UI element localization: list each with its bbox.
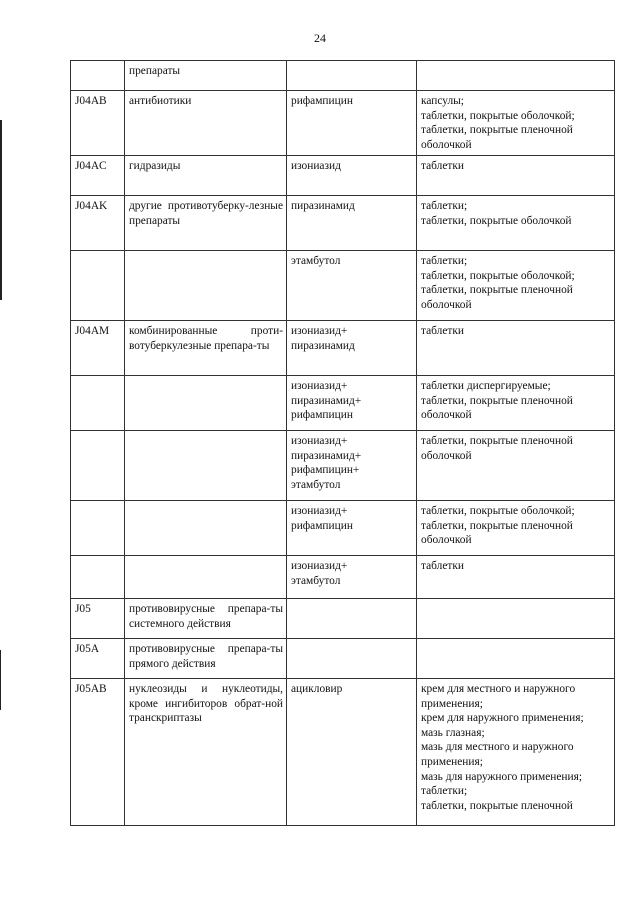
pharmacological-group-cell: препараты — [125, 61, 287, 91]
pharmacological-group-cell: комбинированные проти-вотуберкулезные препара-ты — [125, 321, 287, 376]
table-row — [71, 679, 615, 826]
dosage-form-cell — [417, 679, 615, 826]
dosage-form-line: мазь для наружного применения; — [421, 770, 583, 783]
drug-name-cell — [287, 599, 417, 639]
drug-name-line: изониазид+ — [291, 380, 348, 392]
atc-code-cell: J04AC — [71, 156, 125, 196]
drug-name-cell — [287, 321, 417, 376]
scan-edge-mark — [0, 650, 1, 710]
drug-name-line: пиразинамид+ — [291, 449, 362, 462]
dosage-form-line: таблетки; — [421, 785, 468, 798]
table-row — [71, 156, 615, 196]
drug-name-cell — [287, 679, 417, 826]
pharmacological-group-cell — [125, 431, 287, 501]
drug-name-line: этамбутол — [291, 255, 341, 267]
dosage-form-line: таблетки, покрытые оболочкой; — [421, 269, 575, 282]
drug-name-cell — [287, 639, 417, 679]
dosage-form-cell — [417, 196, 615, 251]
dosage-form-cell — [417, 156, 615, 196]
atc-code-cell — [71, 501, 125, 556]
dosage-form-line: таблетки, покрытые пленочной — [421, 284, 573, 297]
table-row — [71, 196, 615, 251]
dosage-form-line: мазь глазная; — [421, 726, 485, 739]
dosage-form-cell — [417, 599, 615, 639]
drug-name-line: изониазид+ — [291, 560, 348, 572]
atc-code-cell: J04AM — [71, 321, 125, 376]
dosage-form-cell — [417, 321, 615, 376]
dosage-form-cell — [417, 639, 615, 679]
drug-name-line: пиразинамид+ — [291, 394, 362, 407]
dosage-form-line: применения; — [421, 755, 483, 768]
pharmacological-group-cell: другие противотуберку-лезные препараты — [125, 196, 287, 251]
pharmacological-group-cell: нуклеозиды и нуклеотиды, кроме ингибиторов обрат-ной транскриптазы — [125, 679, 287, 826]
drug-name-line: рифампицин — [291, 519, 353, 532]
dosage-form-cell — [417, 251, 615, 321]
drug-name-line: изониазид+ — [291, 325, 348, 337]
drug-name-cell — [287, 251, 417, 321]
scan-edge-mark — [0, 120, 2, 300]
drug-name-line: изониазид+ — [291, 435, 348, 447]
atc-code-cell: J05AB — [71, 679, 125, 826]
dosage-form-cell — [417, 376, 615, 431]
dosage-form-line: таблетки; — [421, 255, 468, 267]
drug-name-cell — [287, 156, 417, 196]
table-row — [71, 599, 615, 639]
dosage-form-line: таблетки диспергируемые; — [421, 380, 551, 392]
dosage-form-line: таблетки — [421, 560, 465, 572]
dosage-form-line: оболочкой — [421, 138, 472, 151]
table-row — [71, 431, 615, 501]
dosage-form-line: оболочкой — [421, 449, 472, 462]
drug-name-line: этамбутол — [291, 478, 341, 491]
atc-code-cell — [71, 61, 125, 91]
drug-name-cell — [287, 61, 417, 91]
table-row — [71, 556, 615, 599]
dosage-form-line: таблетки, покрытые оболочкой; — [421, 505, 575, 517]
dosage-form-line: капсулы; — [421, 95, 464, 107]
atc-code-cell — [71, 376, 125, 431]
atc-code-cell — [71, 431, 125, 501]
drug-name-cell — [287, 431, 417, 501]
dosage-form-cell — [417, 556, 615, 599]
pharmacological-group-cell — [125, 376, 287, 431]
dosage-form-line: мазь для местного и наружного — [421, 741, 574, 754]
drug-name-line: рифампицин — [291, 409, 353, 422]
drug-name-cell — [287, 501, 417, 556]
dosage-form-line: оболочкой — [421, 534, 472, 547]
dosage-form-line: таблетки, покрытые оболочкой; — [421, 109, 575, 122]
atc-code-cell: J05A — [71, 639, 125, 679]
dosage-form-line: таблетки; — [421, 200, 468, 212]
table-row — [71, 91, 615, 156]
pharmacological-group-cell: гидразиды — [125, 156, 287, 196]
dosage-form-line: таблетки, покрытые пленочной — [421, 435, 573, 447]
dosage-form-line: таблетки, покрытые пленочной — [421, 124, 573, 137]
dosage-form-line: оболочкой — [421, 409, 472, 422]
dosage-form-line: таблетки, покрытые оболочкой — [421, 214, 572, 227]
atc-code-cell: J04AK — [71, 196, 125, 251]
atc-code-cell: J05 — [71, 599, 125, 639]
pharmacological-group-cell — [125, 501, 287, 556]
dosage-form-cell — [417, 431, 615, 501]
dosage-form-cell — [417, 501, 615, 556]
table-row — [71, 61, 615, 91]
pharmacological-group-cell: противовирусные препара-ты системного действия — [125, 599, 287, 639]
dosage-form-line: таблетки, покрытые пленочной — [421, 799, 573, 812]
drug-name-line: пиразинамид — [291, 339, 355, 352]
drug-name-line: рифампицин — [291, 95, 353, 107]
dosage-form-line: оболочкой — [421, 298, 472, 311]
dosage-form-line: таблетки, покрытые пленочной — [421, 394, 573, 407]
table-row — [71, 376, 615, 431]
dosage-form-line: таблетки — [421, 325, 465, 337]
pharmacological-group-cell: антибиотики — [125, 91, 287, 156]
pharmacological-group-cell: противовирусные препара-ты прямого действия — [125, 639, 287, 679]
drug-name-cell — [287, 196, 417, 251]
dosage-form-line: крем для местного и наружного — [421, 683, 576, 695]
pharmacological-group-cell — [125, 556, 287, 599]
table-row — [71, 501, 615, 556]
atc-code-cell — [71, 556, 125, 599]
drug-name-line: ацикловир — [291, 683, 343, 695]
drug-name-line: пиразинамид — [291, 200, 355, 212]
dosage-form-line: таблетки, покрытые пленочной — [421, 519, 573, 532]
drug-name-line: этамбутол — [291, 574, 341, 587]
drug-name-line: рифампицин+ — [291, 464, 360, 477]
pharmacological-group-cell — [125, 251, 287, 321]
drug-name-cell — [287, 91, 417, 156]
dosage-form-line: применения; — [421, 697, 483, 710]
atc-code-cell: J04AB — [71, 91, 125, 156]
atc-code-cell — [71, 251, 125, 321]
page-number: 24 — [314, 31, 326, 45]
table-row — [71, 321, 615, 376]
drug-name-cell — [287, 556, 417, 599]
drug-name-cell — [287, 376, 417, 431]
dosage-form-cell — [417, 61, 615, 91]
table-row — [71, 639, 615, 679]
drug-table — [70, 60, 615, 826]
dosage-form-line: крем для наружного применения; — [421, 712, 584, 725]
dosage-form-line: таблетки — [421, 160, 465, 172]
dosage-form-cell — [417, 91, 615, 156]
drug-name-line: изониазид — [291, 160, 341, 172]
drug-name-line: изониазид+ — [291, 505, 348, 517]
table-row — [71, 251, 615, 321]
